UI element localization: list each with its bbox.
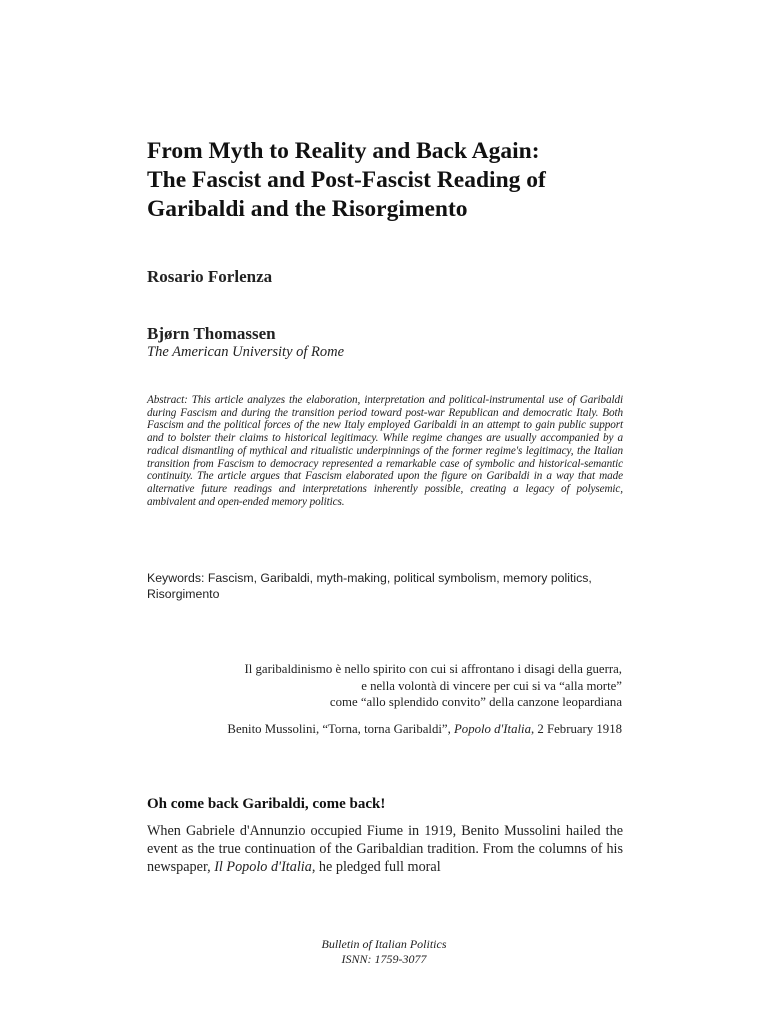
epigraph-source <box>170 722 622 737</box>
epigraph-line-3: come “allo splendido convito” della canzone leopardiana <box>329 695 622 709</box>
paragraph-text-end: , he pledged full moral <box>311 859 441 875</box>
body-paragraph <box>147 822 623 876</box>
title-line-1: From Myth to Reality and Back Again: <box>147 138 540 164</box>
footer-issn: ISNN: 1759-3077 <box>341 952 427 966</box>
section-heading: Oh come back Garibaldi, come back! <box>147 796 386 812</box>
paragraph-text-start: When Gabriele d'Annunzio occupied Fiume in 1919, Benito Mussolini hailed the event as the true continuation of the Garibaldian tradition. From the columns of his newspaper, <box>147 823 623 875</box>
author-name-2: Bjørn Thomassen <box>147 324 276 343</box>
page-footer <box>234 937 534 967</box>
epigraph-quote <box>170 661 622 711</box>
epigraph-line-1: Il garibaldinismo è nello spirito con cui si affrontano i disagi della guerra, <box>244 662 622 676</box>
footer-journal: Bulletin of Italian Politics <box>321 937 447 951</box>
epigraph-source-date: , 2 February 1918 <box>531 722 622 736</box>
epigraph-source-newspaper: Popolo d'Italia <box>453 722 532 736</box>
abstract: Abstract: This article analyzes the elaboration, interpretation and political-instrumental use of Garibaldi during Fascism and during the transition period toward post-war Republican and democratic Italy. Both Fascism and the political forces of the new Italy employed Garibaldi in an attempt to gain public support and to bolster their claims to historical legitimacy. While regime changes are usually accompanied by a radical dismantling of mythical and ritualistic underpinnings of the former regime's legitimacy, the Italian transition from Fascism to democracy represented a remarkable case of symbolic and historical-semantic continuity. The article argues that Fascism elaborated upon the figure on Garibaldi in a way that made alternative future readings and interpretations inherently possible, creating a legacy of polysemic, ambivalent and open-ended memory politics. <box>147 394 623 508</box>
title-line-2: The Fascist and Post-Fascist Reading of <box>147 167 546 193</box>
author-affiliation: The American University of Rome <box>147 344 345 360</box>
epigraph-line-2: e nella volontà di vincere per cui si va “alla morte” <box>361 678 622 693</box>
paragraph-newspaper-title: Il Popolo d'Italia <box>214 859 312 875</box>
title-line-3: Garibaldi and the Risorgimento <box>147 196 468 222</box>
epigraph-source-prefix: Benito Mussolini, “Torna, torna Garibaldi”, <box>227 722 454 736</box>
article-title <box>147 137 637 224</box>
keywords: Keywords: Fascism, Garibaldi, myth-making, political symbolism, memory politics, Risorgimento <box>147 571 592 601</box>
author-name-1: Rosario Forlenza <box>147 267 273 286</box>
